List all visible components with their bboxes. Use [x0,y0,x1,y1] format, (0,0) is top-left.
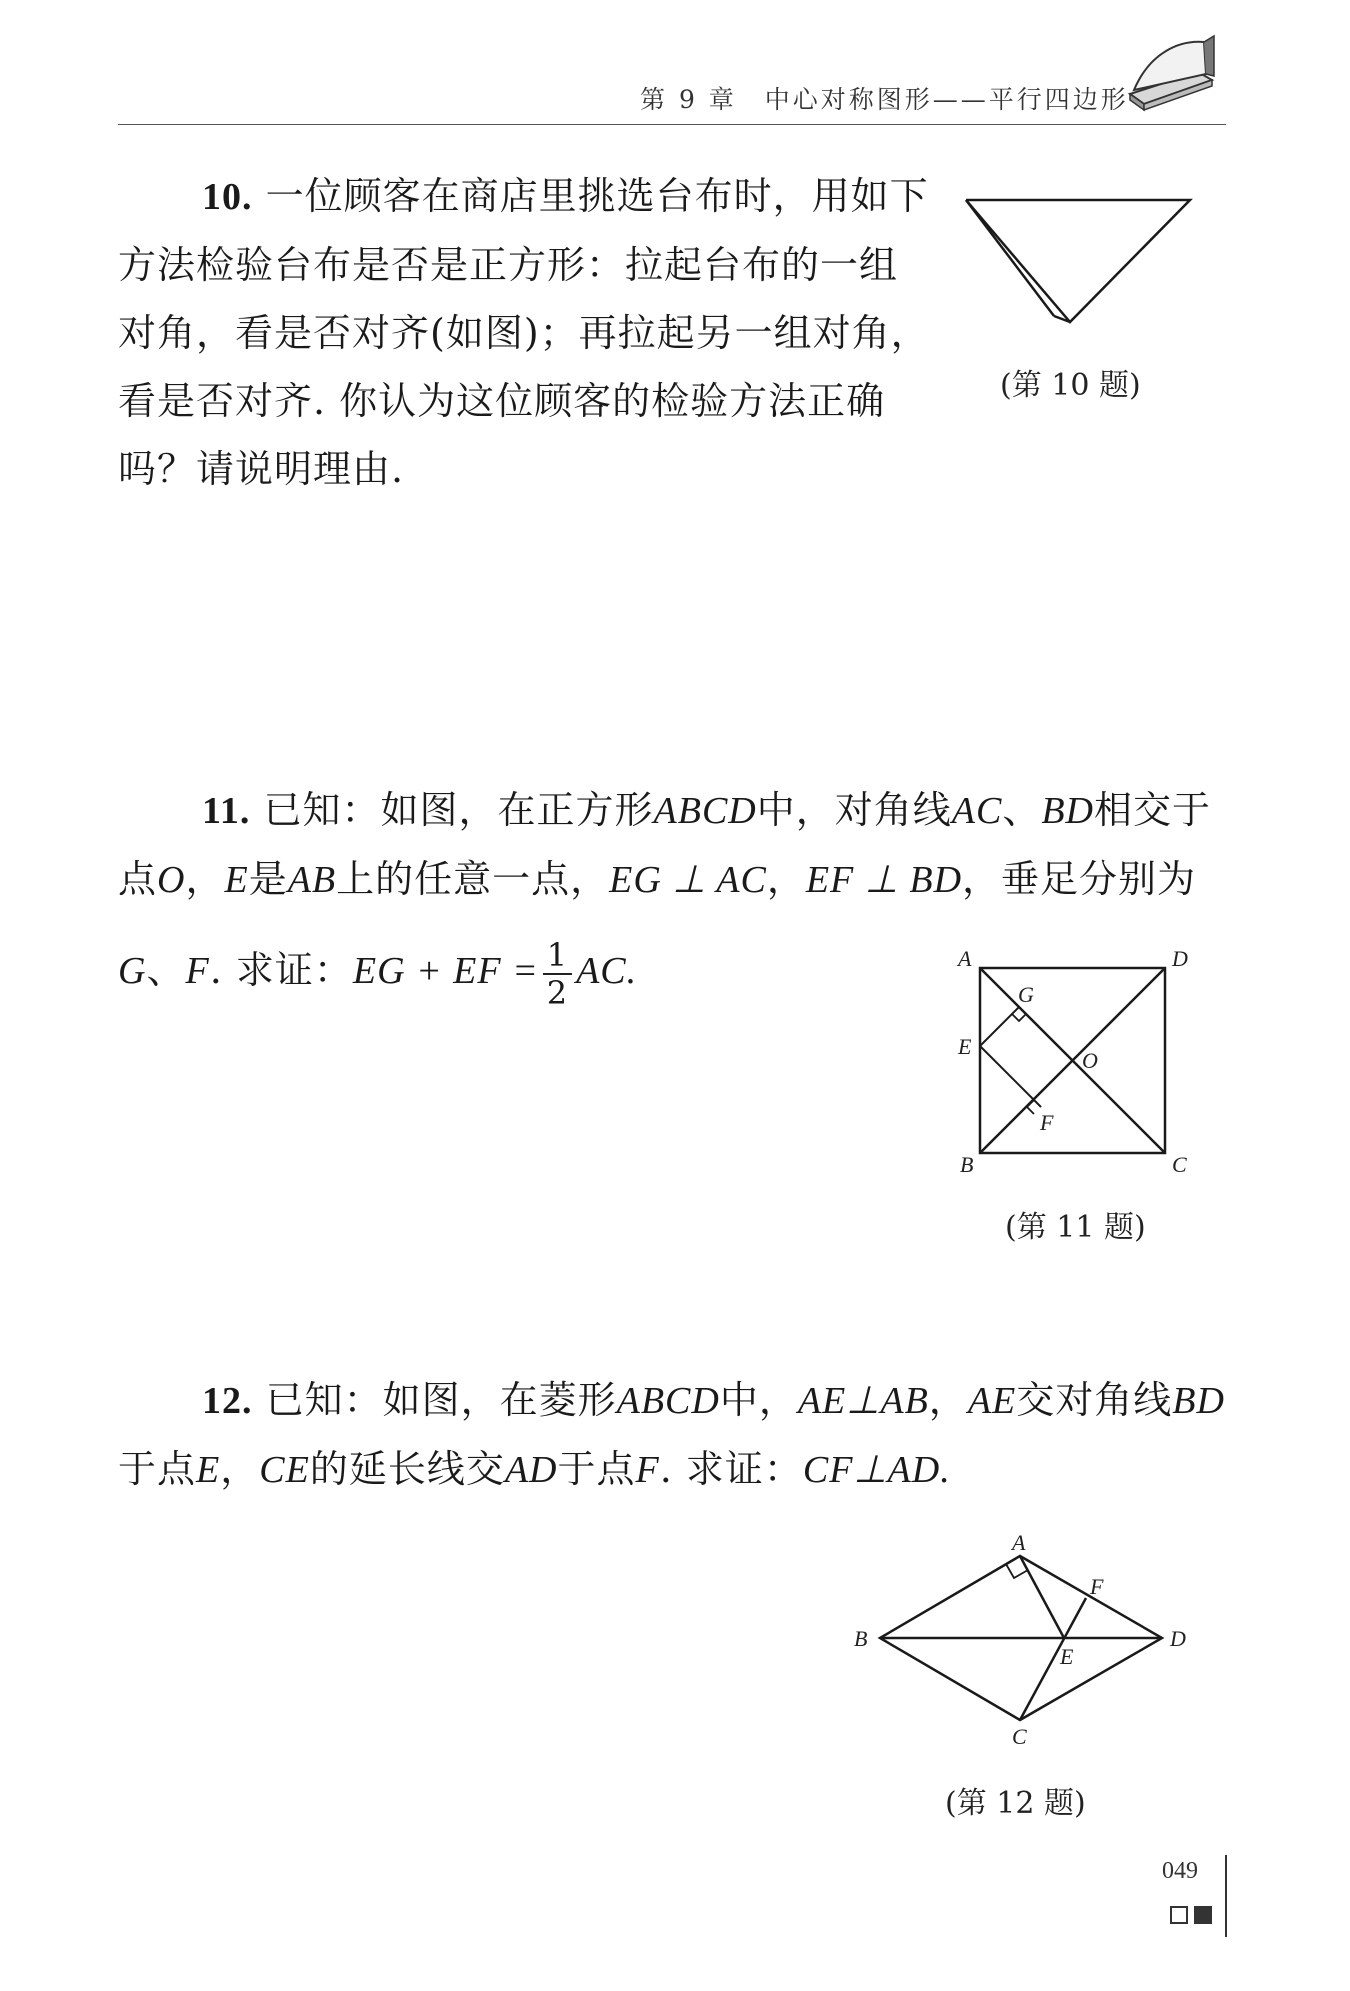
q11-text-part: 中，对角线 [756,788,952,832]
figure-11-caption: (第 11 题) [1005,1210,1146,1245]
question-10-text [118,162,933,503]
q12-math: E [196,1449,221,1491]
q11-text-part: ，垂足分别为 [962,857,1197,901]
fig12-label-D: D [1170,1626,1186,1651]
question-10-number: 10. [202,176,253,218]
figure-12-caption: (第 12 题) [945,1786,1086,1821]
q11-text-part: 是 [248,857,288,901]
q11-math: EG ⊥ AC [609,859,767,901]
q11-math: AB [287,859,337,901]
one-half-fraction [543,937,572,1011]
q12-math: AD [504,1449,558,1491]
q11-math: EF ⊥ BD [805,859,963,901]
q11-math: O [157,859,186,901]
empty-square-marker [1170,1906,1188,1924]
q11-text-part: 相交于点 [118,788,1211,901]
q11-math: BD [1041,790,1094,832]
question-11-text [118,776,1233,914]
q11-text-part: ， [185,857,225,901]
figure-10-caption: (第 10 题) [1000,368,1141,403]
fig12-label-F: F [1090,1574,1104,1599]
q11-math: E [224,859,249,901]
fig12-label-A: A [1012,1530,1026,1555]
q11-text-part: . 求证： [209,948,353,992]
chapter-header: 第 9 章 中心对称图形——平行四边形 [640,85,1129,114]
fig11-label-E: E [958,1034,972,1059]
fraction-denominator: 2 [546,973,569,1012]
figure-11-square-diagram [950,950,1200,1180]
q11-equation-rhs: AC. [576,950,638,992]
q12-text-part: ， [928,1378,968,1422]
q11-text-part: 、 [146,948,186,992]
q12-math: CF⊥AD. [802,1449,951,1491]
figure-12-rhombus-diagram [840,1530,1200,1750]
fraction-numerator: 1 [543,937,572,975]
q12-text-part: 的延长线交 [309,1447,505,1491]
figure-10-folded-tablecloth [960,188,1200,328]
q11-text-part: 上的任意一点， [336,857,610,901]
q12-text-part: 中， [719,1378,798,1422]
question-11-number: 11. [202,790,251,832]
fig11-label-A: A [958,950,972,971]
q11-math: AC [951,790,1003,832]
page-number: 049 [1162,1858,1198,1884]
q11-equation-lhs: EG + EF = [352,950,539,992]
question-11-text-line3 [118,930,918,1011]
fig11-label-B: B [960,1152,974,1177]
question-10-body: 一位顾客在商店里挑选台布时，用如下方法检验台布是否是正方形：拉起台布的一组对角，看是否对齐(如图)；再拉起另一组对角，看是否对齐. 你认为这位顾客的检验方法正确吗？请说明理由. [118,174,930,491]
q11-text-part: 、 [1002,788,1042,832]
q12-math: F [635,1449,660,1491]
q12-math: AE⊥AB [797,1380,929,1422]
q12-text-part: 已知：如图，在菱形 [265,1378,617,1422]
q11-text-part: ， [766,857,806,901]
q12-math: ABCD [616,1380,720,1422]
q11-math: ABCD [653,790,757,832]
book-icon [1120,32,1220,112]
question-12-text [118,1366,1233,1504]
filled-square-marker [1194,1906,1212,1924]
question-12-number: 12. [202,1380,253,1422]
fig11-label-D: D [1172,950,1188,971]
fig12-label-C: C [1012,1724,1027,1749]
q11-math: G [118,950,147,992]
q12-text-part: 交对角线 [1016,1378,1173,1422]
header-rule [118,124,1226,125]
q11-text-part: 已知：如图，在正方形 [263,788,654,832]
q12-text-part: . 求证： [659,1447,803,1491]
fig11-label-C: C [1172,1152,1187,1177]
q12-text-part: ， [220,1447,260,1491]
q12-text-part: 于点 [557,1447,636,1491]
q12-math: CE [259,1449,310,1491]
fig11-label-F: F [1040,1110,1054,1135]
q11-math: F [185,950,210,992]
page-number-rule [1225,1855,1227,1937]
fig11-label-G: G [1018,982,1034,1007]
q12-math: AE [967,1380,1017,1422]
fig12-label-E: E [1060,1644,1074,1669]
fig12-label-B: B [854,1626,868,1651]
q12-math: BD [1172,1380,1225,1422]
q12-text-part: 于点 [118,1447,197,1491]
fig11-label-O: O [1082,1048,1098,1073]
